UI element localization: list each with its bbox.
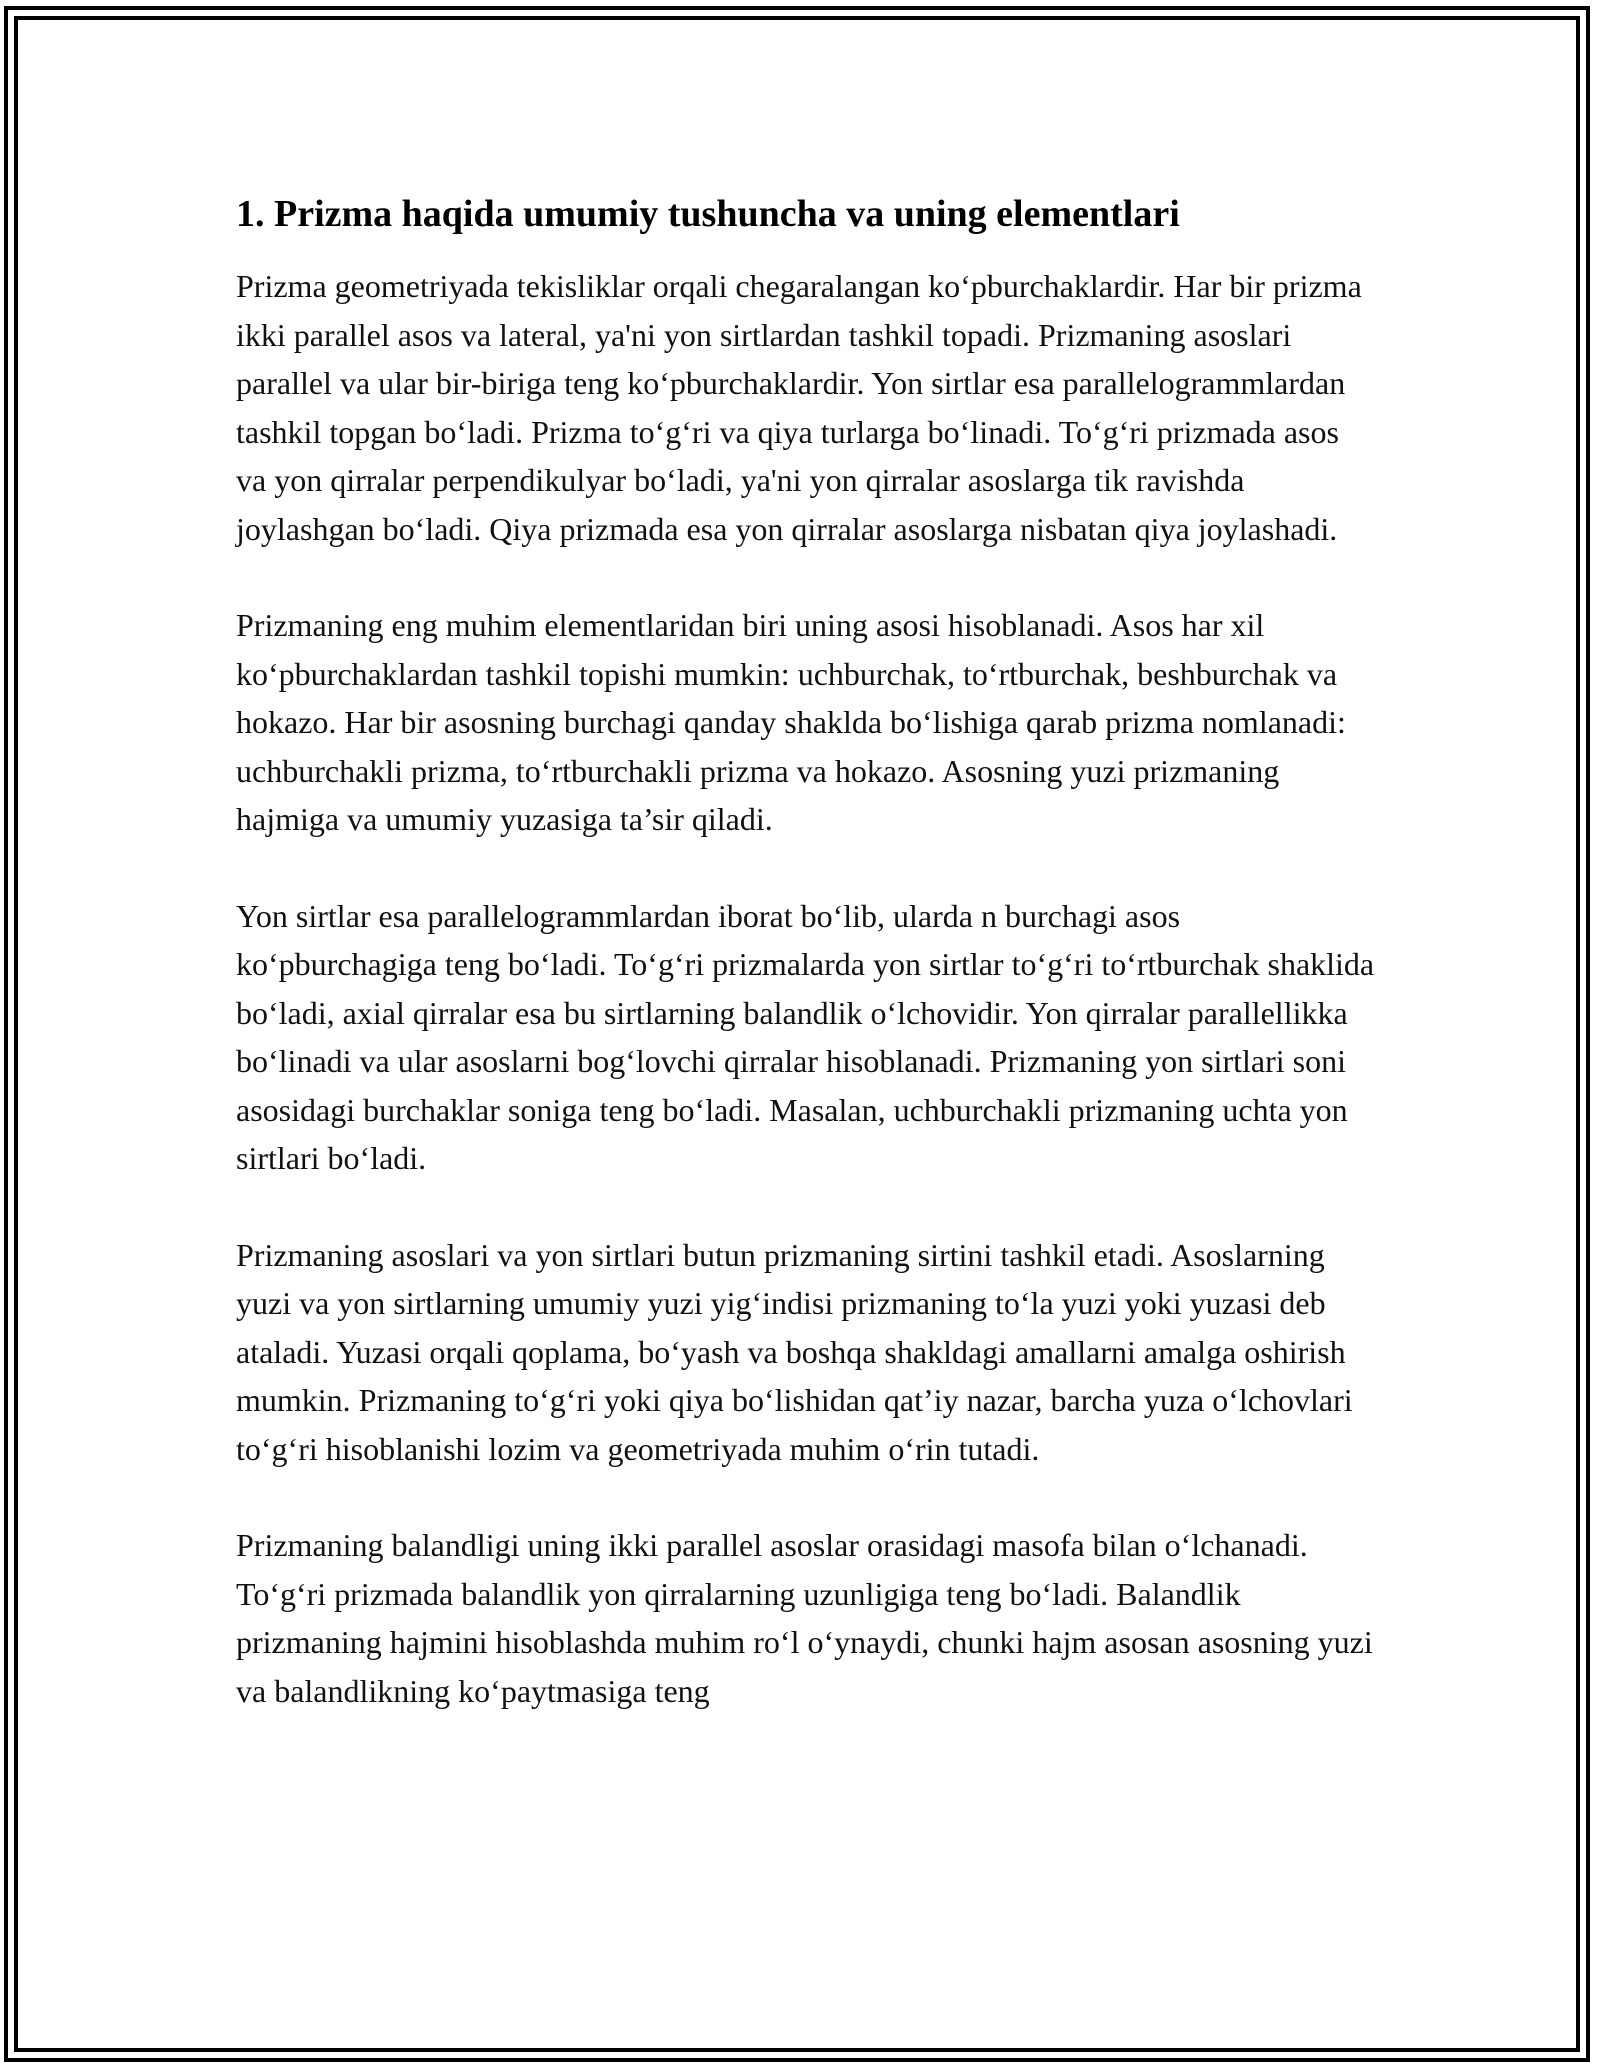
paragraph-1: Prizma geometriyada tekisliklar orqali chegaralangan ko‘pburchaklardir. Har bir prizma ikki parallel asos va lateral, ya'ni yon sirtlardan tashkil topadi. Prizmaning asoslari parallel va ular bir-biriga teng ko‘pburchaklardir. Yon sirtlar esa parallelogrammlardan tashkil topgan bo‘ladi. Prizma to‘g‘ri va qiya turlarga bo‘linadi. To‘g‘ri prizmada asos va yon qirralar perpendikulyar bo‘ladi, ya'ni yon qirralar asoslarga tik ravishda joylashgan bo‘ladi. Qiya prizmada esa yon qirralar asoslarga nisbatan qiya joylashadi. bbox=[236, 268, 1362, 547]
paragraph-4: Prizmaning asoslari va yon sirtlari butun prizmaning sirtini tashkil etadi. Asoslarning yuzi va yon sirtlarning umumiy yuzi yig‘indisi prizmaning to‘la yuzi yoki yuzasi deb ataladi. Yuzasi orqali qoplama, bo‘yash va boshqa shakldagi amallarni amalga oshirish mumkin. Prizmaning to‘g‘ri yoki qiya bo‘lishidan qat’iy nazar, barcha yuza o‘lchovlari to‘g‘ri hisoblanishi lozim va geometriyada muhim o‘rin tutadi. bbox=[236, 1236, 1353, 1467]
paragraph-5: Prizmaning balandligi uning ikki parallel asoslar orasidagi masofa bilan o‘lchanadi. To‘g‘ri prizmada balandlik yon qirralarning uzunligiga teng bo‘ladi. Balandlik prizmaning hajmini hisoblashda muhim ro‘l o‘ynaydi, chunki hajm asosan asosning yuzi va balandlikning ko‘paytmasiga teng bbox=[236, 1527, 1373, 1709]
section-heading: 1. Prizma haqida umumiy tushuncha va uning elementlari bbox=[236, 193, 1180, 235]
paragraph-2: Prizmaning eng muhim elementlaridan biri uning asosi hisoblanadi. Asos har xil ko‘pburchaklardan tashkil topishi mumkin: uchburchak, to‘rtburchak, beshburchak va hokazo. Har bir asosning burchagi qanday shaklda bo‘lishiga qarab prizma nomlanadi: uchburchakli prizma, to‘rtburchakli prizma va hokazo. Asosning yuzi prizmaning hajmiga va umumiy yuzasiga ta’sir qiladi. bbox=[236, 607, 1346, 837]
document-body bbox=[236, 186, 1376, 1763]
paragraph-3: Yon sirtlar esa parallelogrammlardan iborat bo‘lib, ularda n burchagi asos ko‘pburchagiga teng bo‘ladi. To‘g‘ri prizmalarda yon sirtlar to‘g‘ri to‘rtburchak shaklida bo‘ladi, axial qirralar esa bu sirtlarning balandlik o‘lchovidir. Yon qirralar parallellikka bo‘linadi va ular asoslarni bog‘lovchi qirralar hisoblanadi. Prizmaning yon sirtlari soni asosidagi burchaklar soniga teng bo‘ladi. Masalan, uchburchakli prizmaning uchta yon sirtlari bo‘ladi. bbox=[236, 897, 1375, 1176]
